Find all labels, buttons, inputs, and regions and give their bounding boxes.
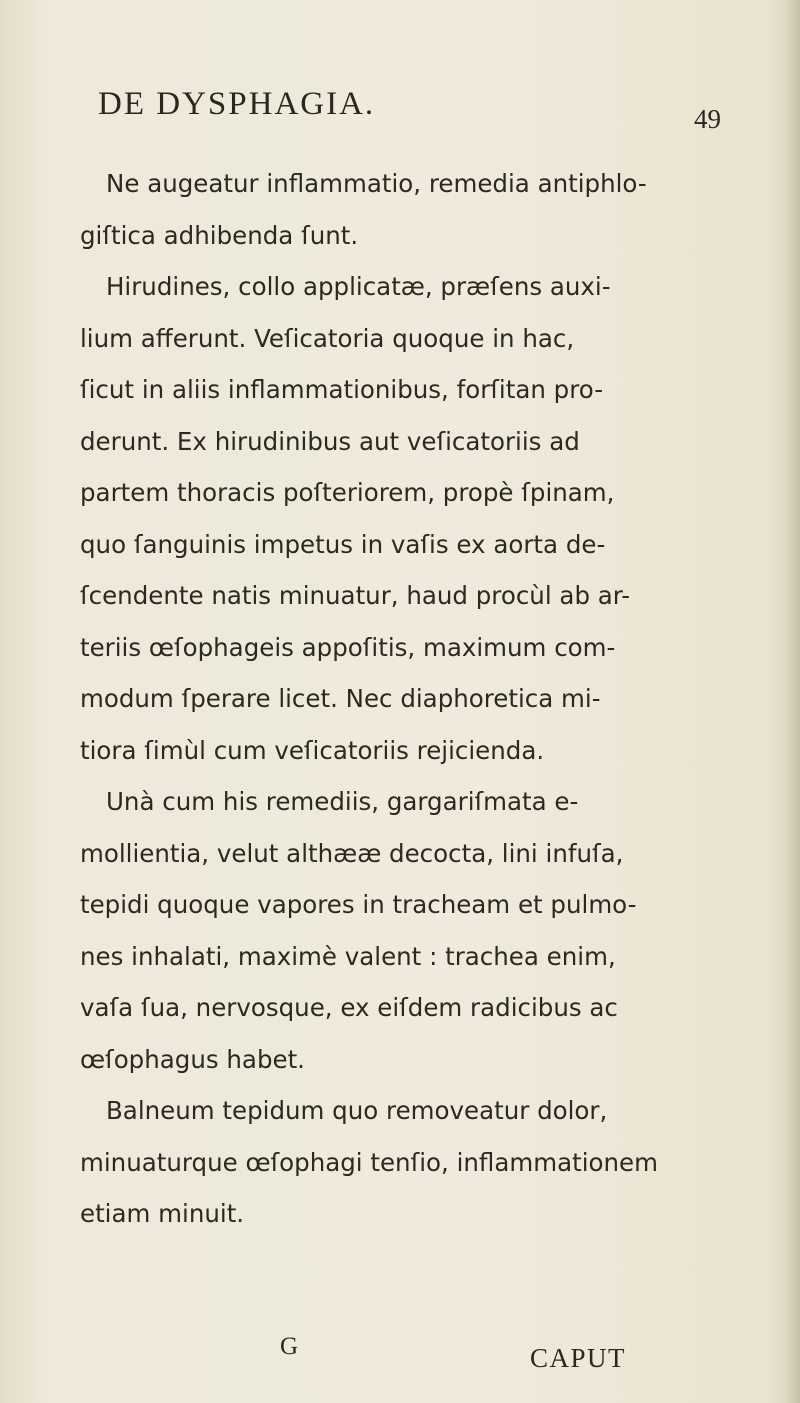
text-line: œſophagus habet. xyxy=(80,1044,305,1074)
text-line: giſtica adhibenda ſunt. xyxy=(80,220,359,250)
text-line: etiam minuit. xyxy=(80,1199,245,1228)
text-line: ſcendente natis minuatur, haud procùl ab ar- xyxy=(80,581,631,610)
text-line: quo ſanguinis impetus in vaſis ex aorta de- xyxy=(80,529,606,559)
text-line: Hirudines, collo applicatæ, præſens auxi- xyxy=(106,272,611,301)
text-line: derunt. Ex hirudinibus aut veſicatoriis ad xyxy=(80,426,580,456)
page-edge-shadow xyxy=(786,0,800,1403)
page-number: 49 xyxy=(694,104,721,134)
text-line: lium afferunt. Veſicatoria quoque in hac, xyxy=(80,323,575,353)
text-line: vaſa ſua, nervosque, ex eiſdem radicibus ac xyxy=(80,993,618,1022)
paragraph-3 xyxy=(80,776,760,1085)
text-line: partem thoracis poſteriorem, propè ſpinam, xyxy=(80,478,615,507)
text-line: minuaturque œſophagi tenſio, inflammationem xyxy=(80,1147,658,1177)
text-line: nes inhalati, maximè valent : trachea enim, xyxy=(80,941,616,971)
text-line: Balneum tepidum quo removeatur dolor, xyxy=(106,1096,608,1125)
text-line: Unà cum his remediis, gargariſmata e- xyxy=(106,787,579,816)
signature-mark: G xyxy=(280,1333,299,1360)
text-line: mollientia, velut althææ decocta, lini infuſa, xyxy=(80,838,624,868)
text-line: modum ſperare licet. Nec diaphoretica mi- xyxy=(80,684,601,713)
paragraph-2 xyxy=(80,261,760,776)
text-line: tepidi quoque vapores in tracheam et pulmo- xyxy=(80,890,637,919)
catchword: CAPUT xyxy=(530,1343,627,1373)
text-line: Ne augeatur inflammatio, remedia antiphlo- xyxy=(106,169,647,198)
running-head: DE DYSPHAGIA. xyxy=(98,86,376,122)
body-text xyxy=(80,158,760,1240)
paragraph-4 xyxy=(80,1085,760,1240)
text-line: ſicut in aliis inflammationibus, forſitan pro- xyxy=(80,375,604,404)
text-line: tiora ſimùl cum veſicatoriis rejicienda. xyxy=(80,735,545,765)
text-line: teriis œſophageis appoſitis, maximum com- xyxy=(80,632,616,662)
paragraph-1 xyxy=(80,158,760,261)
